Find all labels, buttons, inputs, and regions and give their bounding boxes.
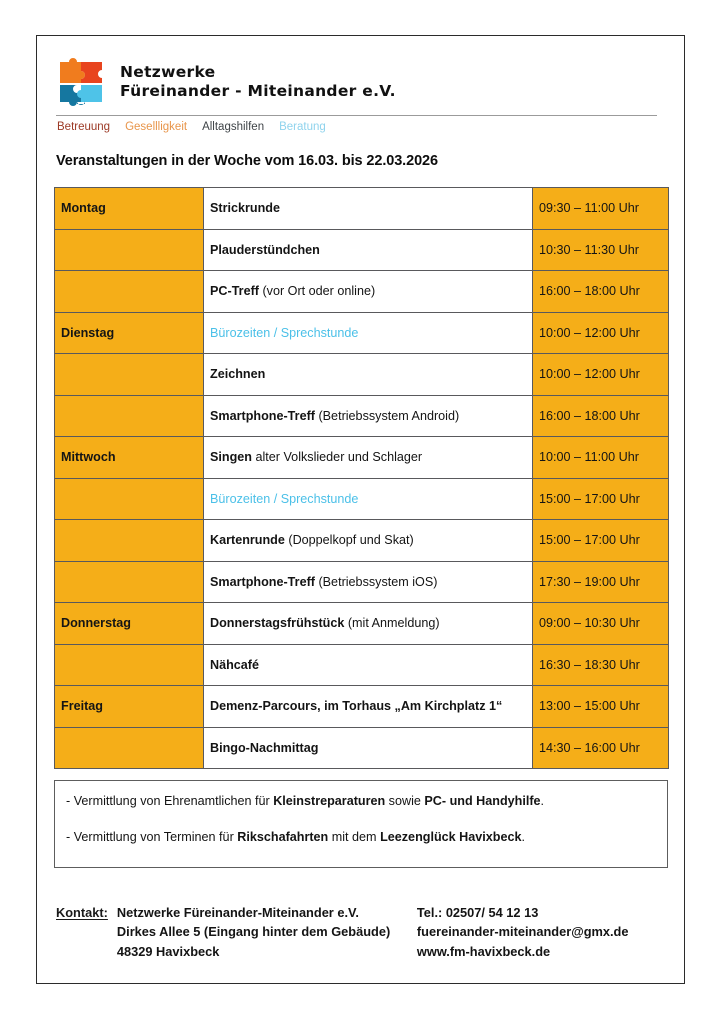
- note-bold-1: Rikschafahrten: [237, 830, 329, 845]
- day-cell: [55, 395, 204, 437]
- table-row: [55, 644, 669, 686]
- event-detail: alter Volkslieder und Schlager: [251, 450, 423, 465]
- day-cell: Freitag: [55, 686, 204, 728]
- nav-link-betreuung[interactable]: Betreuung: [57, 121, 111, 133]
- event-title: PC-Treff: [210, 284, 259, 299]
- event-title: Singen: [210, 450, 252, 465]
- org-name-line2: Füreinander - Miteinander e.V.: [120, 82, 396, 100]
- note-bold-1: Kleinstreparaturen: [273, 794, 386, 808]
- note-item: [66, 829, 657, 845]
- table-row: [55, 603, 669, 645]
- contact-address: [117, 903, 417, 961]
- event-cell: [204, 520, 533, 562]
- event-title: Bürozeiten / Sprechstunde: [210, 491, 359, 506]
- time-cell: 17:30 – 19:00 Uhr: [533, 561, 669, 603]
- contact-website[interactable]: www.fm-havixbeck.de: [416, 943, 551, 959]
- service-category-links: [57, 121, 326, 133]
- table-row: [55, 395, 669, 437]
- day-cell: [55, 644, 204, 686]
- event-title: Kartenrunde: [210, 533, 285, 548]
- event-detail: (Betriebssystem iOS): [314, 574, 438, 589]
- event-title: Demenz-Parcours, im Torhaus „Am Kirchplatz 1“: [210, 699, 503, 714]
- event-title: Bürozeiten / Sprechstunde: [210, 325, 359, 340]
- contact-phone: Tel.: 02507/ 54 12 13: [416, 905, 539, 920]
- event-cell: [204, 312, 533, 354]
- day-cell: Mittwoch: [55, 437, 204, 479]
- event-cell: [204, 561, 533, 603]
- nav-link-gesellligkeit[interactable]: Gesellligkeit: [125, 121, 188, 133]
- event-cell: [204, 478, 533, 520]
- organization-title: [120, 63, 396, 101]
- event-detail: (Betriebssystem Android): [314, 408, 460, 423]
- contact-footer: [56, 903, 656, 961]
- event-cell: [204, 229, 533, 271]
- event-title: Donnerstagsfrühstück: [210, 616, 345, 631]
- contact-details: [417, 903, 629, 961]
- note-suffix: .: [540, 794, 545, 808]
- note-suffix: .: [521, 830, 525, 845]
- table-row: [55, 686, 669, 728]
- time-cell: 14:30 – 16:00 Uhr: [533, 727, 669, 769]
- contact-label: Kontakt:: [56, 905, 108, 920]
- contact-email[interactable]: fuereinander-miteinander@gmx.de: [416, 924, 629, 940]
- time-cell: 09:00 – 10:30 Uhr: [533, 603, 669, 645]
- day-cell: [55, 229, 204, 271]
- schedule-body: [55, 188, 669, 769]
- note-bold-2: Leezenglück Havixbeck: [380, 830, 522, 845]
- event-cell: [204, 437, 533, 479]
- event-detail: (Doppelkopf und Skat): [284, 533, 414, 548]
- event-title: Smartphone-Treff: [210, 408, 315, 423]
- table-row: [55, 520, 669, 562]
- table-row: [55, 354, 669, 396]
- note-prefix: - Vermittlung von Terminen für: [66, 830, 238, 845]
- event-detail: (mit Anmeldung): [344, 616, 440, 631]
- additional-services-box: [54, 780, 668, 868]
- table-row: [55, 478, 669, 520]
- event-cell: [204, 644, 533, 686]
- event-cell: [204, 603, 533, 645]
- event-detail: (vor Ort oder online): [258, 284, 376, 299]
- table-row: [55, 561, 669, 603]
- event-title: Smartphone-Treff: [210, 574, 315, 589]
- event-cell: [204, 271, 533, 313]
- time-cell: 16:30 – 18:30 Uhr: [533, 644, 669, 686]
- header: [56, 53, 667, 111]
- note-item: [66, 793, 657, 809]
- note-middle: mit dem: [328, 830, 381, 845]
- puzzle-pieces-icon: [56, 56, 108, 108]
- table-row: [55, 271, 669, 313]
- table-row: [55, 312, 669, 354]
- nav-link-alltagshilfen[interactable]: Alltagshilfen: [202, 121, 265, 133]
- day-cell: Dienstag: [55, 312, 204, 354]
- header-divider: [56, 115, 657, 116]
- event-cell: [204, 354, 533, 396]
- table-row: [55, 229, 669, 271]
- day-cell: Montag: [55, 188, 204, 230]
- weekly-schedule-table: [54, 187, 669, 769]
- day-cell: [55, 520, 204, 562]
- event-cell: [204, 188, 533, 230]
- time-cell: 13:00 – 15:00 Uhr: [533, 686, 669, 728]
- time-cell: 16:00 – 18:00 Uhr: [533, 271, 669, 313]
- document-page: [36, 35, 685, 984]
- time-cell: 10:00 – 11:00 Uhr: [533, 437, 669, 479]
- day-cell: [55, 561, 204, 603]
- event-title: Nähcafé: [210, 657, 259, 672]
- org-name-line1: Netzwerke: [120, 63, 216, 82]
- table-row: [55, 188, 669, 230]
- event-cell: [204, 727, 533, 769]
- event-cell: [204, 686, 533, 728]
- event-title: Zeichnen: [210, 367, 266, 382]
- event-title: Strickrunde: [210, 201, 280, 216]
- nav-link-beratung[interactable]: Beratung: [279, 121, 326, 133]
- contact-address-line: 48329 Havixbeck: [116, 943, 220, 959]
- time-cell: 15:00 – 17:00 Uhr: [533, 478, 669, 520]
- day-cell: [55, 271, 204, 313]
- table-row: [55, 727, 669, 769]
- event-title: Plauderstündchen: [210, 242, 320, 257]
- day-cell: [55, 478, 204, 520]
- time-cell: 10:00 – 12:00 Uhr: [533, 354, 669, 396]
- table-row: [55, 437, 669, 479]
- contact-address-line: Netzwerke Füreinander-Miteinander e.V.: [116, 905, 359, 920]
- note-middle: sowie: [385, 794, 425, 808]
- note-prefix: - Vermittlung von Ehrenamtlichen für: [66, 794, 274, 808]
- day-cell: [55, 727, 204, 769]
- event-cell: [204, 395, 533, 437]
- page-title: Veranstaltungen in der Woche vom 16.03. bis 22.03.2026: [56, 153, 438, 169]
- day-cell: [55, 354, 204, 396]
- note-bold-2: PC- und Handyhilfe: [424, 794, 541, 808]
- time-cell: 10:30 – 11:30 Uhr: [533, 229, 669, 271]
- event-title: Bingo-Nachmittag: [210, 740, 319, 755]
- time-cell: 16:00 – 18:00 Uhr: [533, 395, 669, 437]
- time-cell: 09:30 – 11:00 Uhr: [533, 188, 669, 230]
- time-cell: 10:00 – 12:00 Uhr: [533, 312, 669, 354]
- contact-address-line: Dirkes Allee 5 (Eingang hinter dem Gebäude): [116, 924, 391, 940]
- day-cell: Donnerstag: [55, 603, 204, 645]
- time-cell: 15:00 – 17:00 Uhr: [533, 520, 669, 562]
